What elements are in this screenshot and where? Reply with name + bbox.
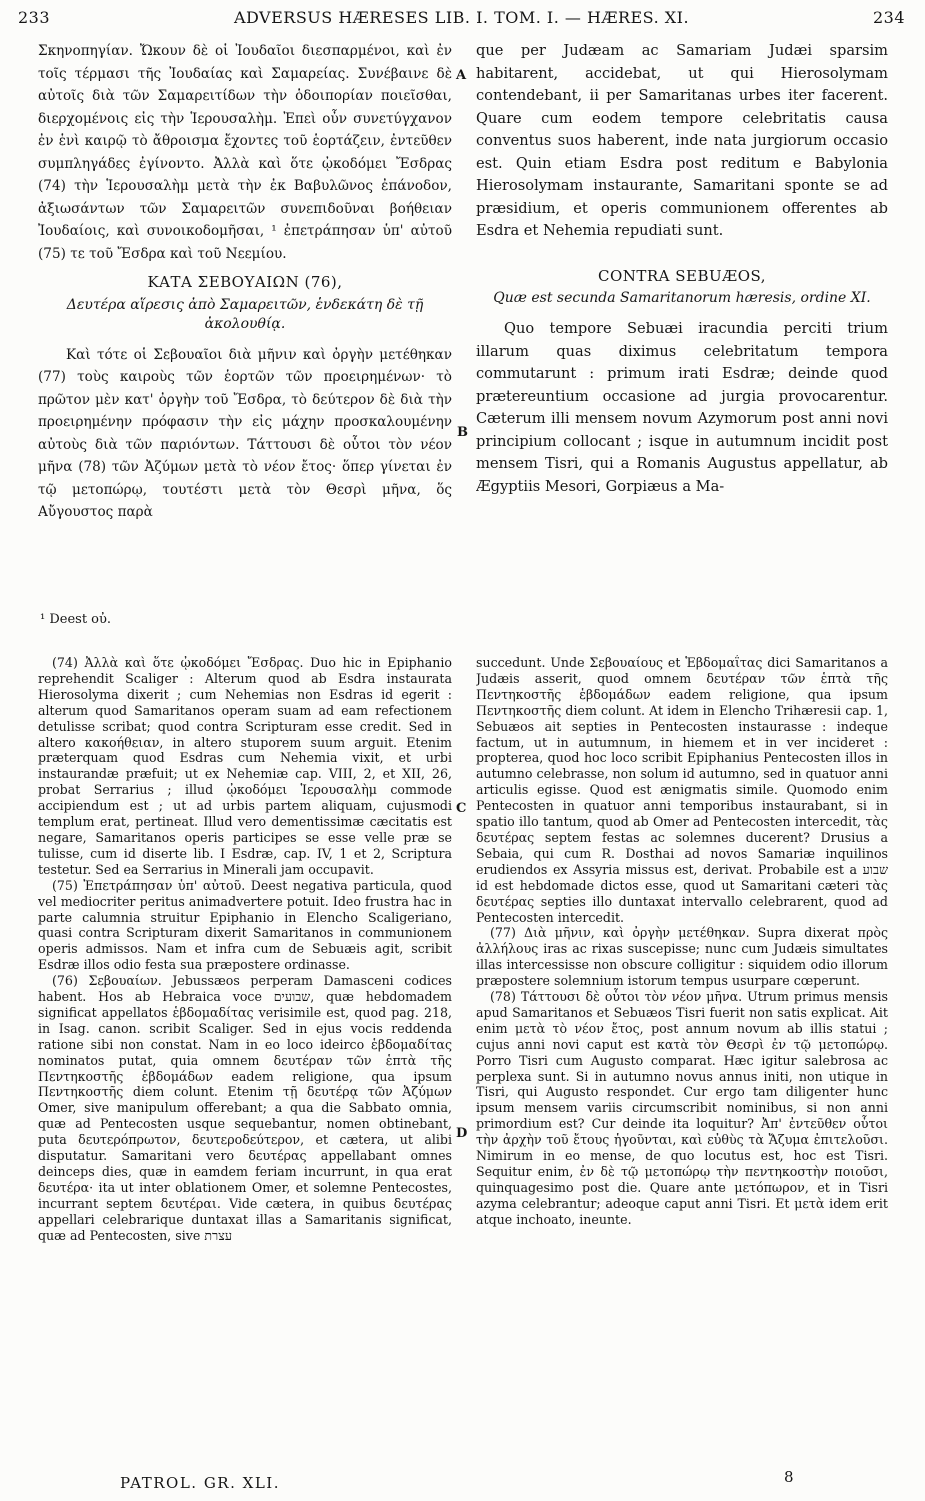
greek-text-column [38,40,452,596]
signature-number: 8 [784,1468,794,1486]
page-number-left: 233 [18,8,51,27]
note-74: (74) Ἀλλὰ καὶ ὅτε ᾠκοδόμει Ἔσδρας. Duo hic in Epiphanio reprehendit Scaliger : Alterum quod ab Esdra instaurata Hierosolyma dixerit ; cum Nehemias non Esdras id egerit : alterum quod Samaritanos operam suam ad eam refectionem detulisse scribat; quod contra Scripturam esse credit. Sed in altero κακοήθειαν, in altero stuporem suum arguit. Etenim præterquam quod Esdras cum Nehemia vixit, et urbi instaurandæ præfuit; ut ex Nehemiæ cap. VIII, 2, et XII, 26, probat Serrarius ; illud ᾠκοδόμει Ἱερουσαλὴμ commode accipiendum est ; ut ad urbis partem aliquam, cujusmodi templum erat, pertineat. Illud vero dementissimæ cæcitatis est negare, Samaritanos operis participes se esse velle præ se tulisse, cum id diserte lib. I Esdræ, cap. IV, 1 et 2, Scriptura testetur. Sed ea Serrarius in Minerali jam occupavit. [38,655,452,877]
note-78: (78) Τάττουσι δὲ οὗτοι τὸν νέον μῆνα. Utrum primus mensis apud Samaritanos et Sebuæos Tisri fuerit non satis explicat. Ait enim μετὰ τὸ νέον ἔτος, post annum novum ab illis statui ; cujus anni novi caput est κατὰ τὸν Θεσρὶ ἐν τῷ μετοπώρῳ. Porro Tisri cum Augusto comparat. Hæc igitur salebrosa ac perplexa sunt. Si in autumno novus annus initi, non utique in Tisri, qui Augusto respondet. Cur ergo tam diligenter hunc ipsum mensem variis circumscribit nominibus, si non anni primordium est? Cur deinde ita loquitur? Ἀπ' ἐντεῦθεν οὗτοι τὴν ἀρχὴν τοῦ ἔτους ἡγοῦνται, καὶ εὐθὺς τὰ Ἄζυμα ἐπιτελοῦσι. Nimirum in eo mense, de quo locutus est, hoc est Tisri. Sequitur enim, ἐν δὲ τῷ μετοπώρῳ τὴν πεντηκοστὴν ποιοῦσι, quinquagesimo post die. Quare ante μετόπωρον, et in Tisri azyma celebrantur; adeoque caput anni Tisri. Et μετὰ idem erit atque inchoato, ineunte. [476,989,888,1227]
note-75: (75) Ἐπετράπησαν ὑπ' αὐτοῦ. Deest negativa particula, quod vel mediocriter peritus animadvertere potuit. Ideo frustra hac in parte calumnia struitur Epiphanio in Elencho Scaligeriano, quasi contra Scripturam dixerit Samaritanos in communionem operis admissos. Nam et infra cum de Sebuæis agit, scribit Esdræ illos odio festa sua præpostere ordinasse. [38,877,452,973]
page-number-right: 234 [872,8,905,27]
latin-section-subheading: Quæ est secunda Samaritanorum hæresis, ordine XI. [493,290,871,306]
notes-right-column [476,655,888,1463]
latin-body-paragraph: Quo tempore Sebuæi iracundia perciti trium illarum quas diximus celebritatum tempora commutarunt : primum irati Esdræ; deinde quod prætereuntium occasione ad jurgia provocarentur. Cæterum illi mensem novum Azymorum post anni novi principium collocant ; isque in autumnum incidit post mensem Tisri, qui a Romanis Augustus appellatur, ab Ægyptiis Mesori, Gorpiæus a Ma- [476,320,888,495]
greek-body-paragraph: Καὶ τότε οἱ Σεβουαῖοι διὰ μῆνιν καὶ ὀργὴν μετέθηκαν (77) τοὺς καιροὺς τῶν ἑορτῶν τῶν προειρημένων· τὸ πρῶτον μὲν κατ' ὀργὴν τοῦ Ἔσδρα, τὸ δεύτερον δὲ διὰ τὴν προειρημένην πρόφασιν τὴν εἰς μάχην προσκαλουμένην αὐτοὺς διὰ τῶν παριόντων. Τάττουσι δὲ οὗτοι τὸν νέον μῆνα (78) τῶν Ἀζύμων μετὰ τὸ νέον ἔτος· ὅπερ γίνεται ἐν τῷ μετοπώρῳ, τουτέστι μετὰ τὸν Θεσρὶ μῆνα, ὅς Αὔγουστος παρὰ [38,346,452,520]
signature-line: PATROL. GR. XLI. [120,1474,280,1492]
note-76: (76) Σεβουαίων. Jebussæos perperam Damasceni codices habent. Hos ab Hebraica voce שבועים, quæ hebdomadem significat appellatos ἑβδομαδίτας verisimile est, quod pag. 218, in Isag. canon. scribit Scaliger. Sed in ejus vocis reddenda ratione sibi non constat. Nam in eo loco ideirco ἑβδομαδίτας nominatos putat, quia omnem δευτέραν τῶν ἑπτὰ τῆς Πεντηκοστῆς ἑβδομάδων eadem religione, qua ipsum Πεντηκοστῆς diem colunt. Etenim τῇ δευτέρᾳ τῶν Ἀζύμων Omer, sive manipulum offerebant; a qua die Sabbato omnia, quæ ad Pentecosten usque sequebantur, nomen obtinebant, puta δευτερόπρωτον, δευτεροδεύτερον, et cætera, ut alibi disputatur. Samaritani vero δευτέρας appellabant omnes deinceps dies, quæ in eamdem feriam incurrunt, in qua erat δευτέρα· ita ut inter oblationem Omer, et solemne Pentecostes, incurrant septem δευτέραι. Vide cætera, in quibus δευτέρας appellari celebrarique duntaxat illas a Samaritanis significat, quæ ad Pentecosten, sive עצרת [38,973,452,1243]
running-header [18,8,905,34]
greek-section-subheading: Δευτέρα αἵρεσις ἀπὸ Σαμαρειτῶν, ἑνδεκάτη δὲ τῇ ἀκολουθίᾳ. [66,296,424,332]
notes-left-column [38,655,452,1463]
latin-intro-paragraph: que per Judæam ac Samariam Judæi sparsim habitarent, accidebat, ut qui Hierosolymam contendebant, ii per Samaritanas urbes iter facerent. Quare cum eodem tempore celebritatis causa conventus suos haberent, inde nata jurgiorum occasio est. Quin etiam Esdra post reditum e Babylonia Hierosolymam instaurante, Samaritani sponte se ad præsidium, et operis communionem offerentes ab Esdra et Nehemia repudiati sunt. [476,42,888,239]
latin-text-column [476,40,888,596]
text-footnote: ¹ Deest οὐ. [40,612,112,627]
column-marker-c: C [456,801,467,816]
column-marker-b: B [457,425,468,440]
running-title: ADVERSUS HÆRESES LIB. I. TOM. I. — HÆRES. XI. [233,8,690,27]
column-marker-a: A [456,68,467,83]
latin-section-heading: CONTRA SEBUÆOS, [597,266,766,285]
greek-section-heading: ΚΑΤΑ ΣΕΒΟΥΑΙΩΝ (76), [147,273,343,291]
column-marker-d: D [456,1126,468,1141]
note-77: (77) Διὰ μῆνιν, καὶ ὀργὴν μετέθηκαν. Supra dixerat πρὸς ἀλλήλους iras ac rixas suscepisse; nunc cum Judæis simultates illas intercessisse non obscure colligitur : siquidem odio illorum præpostere solemnium istorum tempus usurpare cœperunt. [476,925,888,989]
greek-intro-paragraph: Σκηνοπηγίαν. Ὤκουν δὲ οἱ Ἰουδαῖοι διεσπαρμένοι, καὶ ἐν τοῖς τέρμασι τῆς Ἰουδαίας καὶ Σαμαρείας. Συνέβαινε δὲ αὐτοῖς διὰ τῶν Σαμαρειτίδων τὴν ὁδοιπορίαν ποιεῖσθαι, διερχομένοις εἰς τὴν Ἱερουσαλὴμ. Ἐπεὶ οὖν συνετύγχανον ἐν ἑνὶ καιρῷ τὸ ἄθροισμα ἔχοντες τοῦ ἑορτάζειν, ἐντεῦθεν συμπληγάδες ἐγίνοντο. Ἀλλὰ καὶ ὅτε ᾠκοδόμει Ἔσδρας (74) τὴν Ἱερουσαλὴμ μετὰ τὴν ἐκ Βαβυλῶνος ἐπάνοδον, ἀξιωσάντων τῶν Σαμαρειτῶν συνεπιδοῦναι βοήθειαν Ἰουδαίοις, καὶ συνοικοδομῆσαι, ¹ ἐπετράπησαν ὑπ' αὐτοῦ (75) τε τοῦ Ἔσδρα καὶ τοῦ Νεεμίου. [38,43,452,262]
note-76-continued: succedunt. Unde Σεβουαίους et Ἑβδομαΐτας dici Samaritanos a Judæis asserit, quod omnem δευτέραν τῶν ἑπτὰ τῆς Πεντηκοστῆς ἑβδομάδων eadem religione, qua ipsum Πεντηκοστῆς diem colunt. At idem in Elencho Trihæresii cap. 1, Sebuæos ait septies in Pentecosten instaurasse : indeque factum, ut in autumnum, in hiemem et in ver incideret : propterea, quod hoc loco scribit Epiphanius Pentecosten illos in autumno celebrasse, non solum id autumno, sed in quatuor anni articulis egisse. Quod est ænigmatis simile. Quomodo enim Pentecosten in quatuor anni temporibus instaurabant, si in spatio illo tantum, quod ab Omer ad Pentecosten intercedit, τὰς δευτέρας septem festas ac solemnes ducerent? Drusius a Sebaia, qui cum R. Dosthai ad novos Samariæ inquilinos erudiendos ex Assyria missus est, derivat. Probabile est a שבוע id est hebdomade dictos esse, quod ut Samaritani cæteri τὰς δευτέρας septies illo duntaxat intervallo celebrarent, quod ad Pentecosten intercedit. [476,655,888,925]
